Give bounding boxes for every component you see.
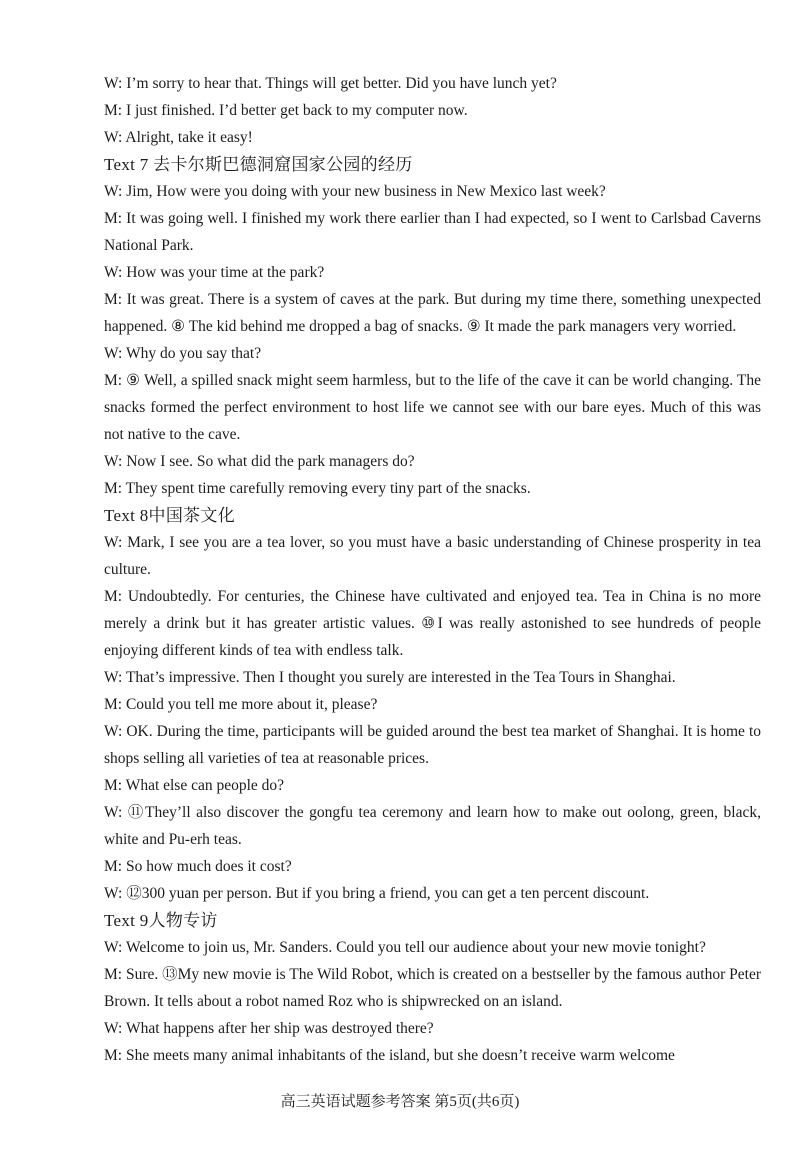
dialogue-line: M: Undoubtedly. For centuries, the Chinese have cultivated and enjoyed tea. Tea in China is no more merely a drink but it has greater artistic values. ⑩I was really astonished to see hundreds of people enjoying different kinds of tea with endless talk. <box>104 588 761 659</box>
dialogue-line: W: Welcome to join us, Mr. Sanders. Could you tell our audience about your new movie tonight? <box>104 939 706 956</box>
dialogue-line: W: ⑫300 yuan per person. But if you bring a friend, you can get a ten percent discount. <box>104 885 650 902</box>
dialogue-line: W: Now I see. So what did the park managers do? <box>104 453 415 470</box>
dialogue-line: M: Sure. ⑬My new movie is The Wild Robot, which is created on a bestseller by the famous author Peter Brown. It tells about a robot named Roz who is shipwrecked on an island. <box>104 966 761 1010</box>
dialogue-line: W: What happens after her ship was destroyed there? <box>104 1020 434 1037</box>
dialogue-line: M: She meets many animal inhabitants of the island, but she doesn’t receive warm welcome <box>104 1047 675 1064</box>
dialogue-line: M: It was great. There is a system of caves at the park. But during my time there, something unexpected happened. ⑧ The kid behind me dropped a bag of snacks. ⑨ It made the park managers very worried. <box>104 291 761 335</box>
dialogue-line: W: That’s impressive. Then I thought you surely are interested in the Tea Tours in Shanghai. <box>104 669 676 686</box>
dialogue-line: M: So how much does it cost? <box>104 858 292 875</box>
page-footer <box>0 1090 800 1111</box>
dialogue-line: W: How was your time at the park? <box>104 264 325 281</box>
dialogue-line: M: I just finished. I’d better get back to my computer now. <box>104 102 468 119</box>
dialogue-line: W: Mark, I see you are a tea lover, so you must have a basic understanding of Chinese prosperity in tea culture. <box>104 534 761 578</box>
dialogue-line: W: Jim, How were you doing with your new business in New Mexico last week? <box>104 183 606 200</box>
dialogue-line: W: ⑪They’ll also discover the gongfu tea ceremony and learn how to make out oolong, green, black, white and Pu-erh teas. <box>104 804 761 848</box>
dialogue-line: M: Could you tell me more about it, please? <box>104 696 378 713</box>
dialogue-line: W: I’m sorry to hear that. Things will get better. Did you have lunch yet? <box>104 75 557 92</box>
dialogue-line: W: OK. During the time, participants will be guided around the best tea market of Shanghai. It is home to shops selling all varieties of tea at reasonable prices. <box>104 723 761 767</box>
dialogue-line: M: It was going well. I finished my work there earlier than I had expected, so I went to Carlsbad Caverns National Park. <box>104 210 761 254</box>
dialogue-line: W: Why do you say that? <box>104 345 262 362</box>
transcript-content <box>104 70 761 1069</box>
dialogue-line: M: ⑨ Well, a spilled snack might seem harmless, but to the life of the cave it can be world changing. The snacks formed the perfect environment to host life we cannot see with our bare eyes. Much of this was not native to the cave. <box>104 372 761 443</box>
section-heading: Text 8中国茶文化 <box>104 506 236 525</box>
section-heading: Text 7 去卡尔斯巴德洞窟国家公园的经历 <box>104 155 413 174</box>
footer-text: 高三英语试题参考答案 第5页(共6页) <box>280 1094 520 1110</box>
section-heading: Text 9人物专访 <box>104 911 218 930</box>
dialogue-line: W: Alright, take it easy! <box>104 129 253 146</box>
dialogue-line: M: They spent time carefully removing every tiny part of the snacks. <box>104 480 531 497</box>
dialogue-line: M: What else can people do? <box>104 777 285 794</box>
